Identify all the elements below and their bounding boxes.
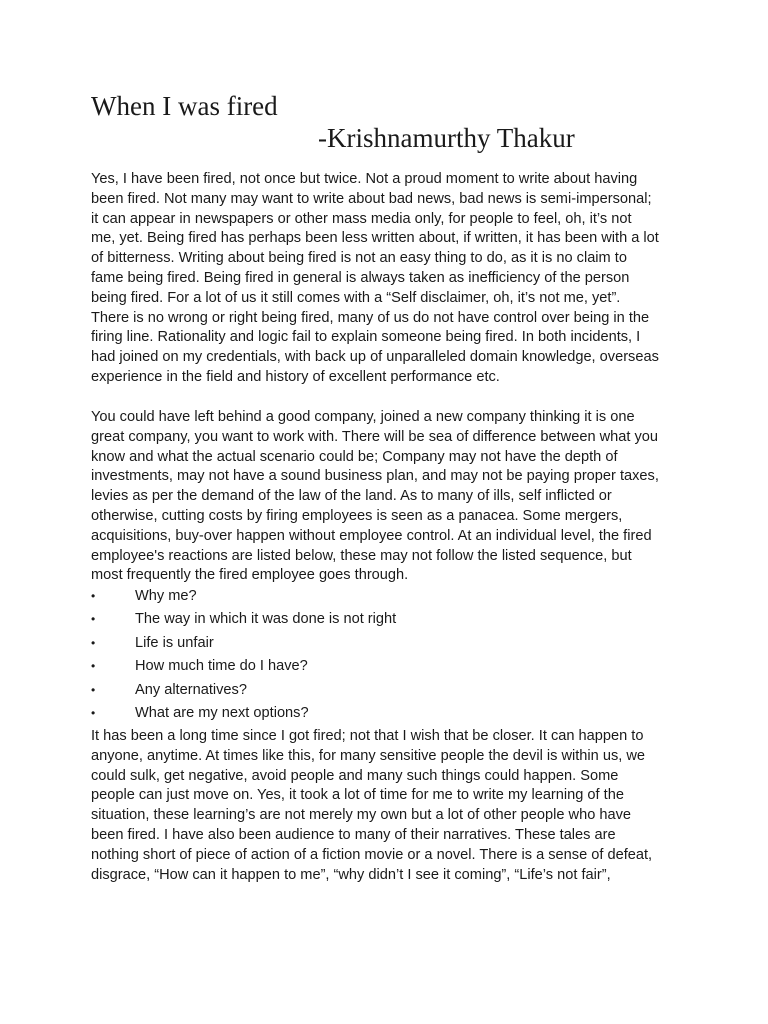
list-item-text: How much time do I have? xyxy=(135,658,308,675)
paragraph-line: Yes, I have been fired, not once but twice. Not a proud moment to write about having xyxy=(91,171,638,187)
paragraph-line: had joined on my credentials, with back up of unparalleled domain knowledge, overseas xyxy=(91,349,659,366)
paragraph-1 xyxy=(91,170,691,388)
paragraph-line: great company, you want to work with. There will be sea of difference between what you xyxy=(91,428,659,445)
list-item-text: Why me? xyxy=(135,588,197,604)
bullet-icon: • xyxy=(91,705,96,720)
paragraph-line: anyone, anytime. At times like this, for many sensitive people the devil is within us, we xyxy=(91,747,646,764)
paragraph-line: firing line. Rationality and logic fail to explain someone being fired. In both incidents, I xyxy=(91,329,641,346)
author-byline: -Krishnamurthy Thakur xyxy=(318,123,575,153)
paragraph-line: It has been a long time since I got fired; not that I wish that be closer. It can happen to xyxy=(91,728,644,744)
paragraph-line: employee's reactions are listed below, these may not follow the listed sequence, but xyxy=(91,547,632,564)
paragraph-line: You could have left behind a good company, joined a new company thinking it is one xyxy=(91,409,635,425)
paragraph-line: most frequently the fired employee goes through. xyxy=(91,567,409,584)
bullet-icon: • xyxy=(91,635,96,650)
paragraph-line: acquisitions, buy-over happen without employee control. At an individual level, the fired xyxy=(91,527,652,544)
bullet-icon: • xyxy=(91,682,96,697)
paragraph-line: otherwise, cutting costs by firing employees is seen as a panacea. Some mergers, xyxy=(91,507,623,524)
paragraph-line: levies as per the demand of the law of the land. As to many of ills, self inflicted or xyxy=(91,488,612,505)
paragraph-line: investments, may not have a sound business plan, and may not be paying proper taxes, xyxy=(91,468,659,485)
paragraph-2 xyxy=(91,408,691,586)
paragraph-line: disgrace, “How can it happen to me”, “why didn’t I see it coming”, “Life’s not fair”, xyxy=(91,866,611,883)
paragraph-line: been fired. Not many may want to write about bad news, bad news is semi-impersonal; xyxy=(91,190,652,207)
paragraph-line: being fired. For a lot of us it still comes with a “Self disclaimer, oh, it’s not me, yet”. xyxy=(91,289,621,306)
document-title: When I was fired xyxy=(91,91,278,121)
paragraph-line: been fired. I have also been audience to many of their narratives. These tales are xyxy=(91,826,616,843)
list-item-text: What are my next options? xyxy=(135,704,309,721)
paragraph-line: know and what the actual scenario could be; Company may not have the depth of xyxy=(91,448,618,465)
bullet-icon: • xyxy=(91,589,96,603)
list-item-text: Any alternatives? xyxy=(135,681,247,698)
paragraph-line: nothing short of piece of action of a fiction movie or a novel. There is a sense of defeat, xyxy=(91,846,653,863)
bullet-icon: • xyxy=(91,612,96,627)
list-item-text: The way in which it was done is not right xyxy=(135,611,397,628)
paragraph-3 xyxy=(91,727,691,885)
paragraph-line: it can appear in newspapers or other mass media only, for people to feel, oh, it’s not xyxy=(91,210,632,227)
paragraph-line: situation, these learning’s are not merely my own but a lot of other people who have xyxy=(91,807,632,824)
paragraph-line: people can just move on. Yes, it took a lot of time for me to write my learning of the xyxy=(91,787,624,804)
bullet-icon: • xyxy=(91,659,96,674)
paragraph-line: of bitterness. Writing about being fired is not an easy thing to do, as it is no claim to xyxy=(91,250,627,267)
list-item-text: Life is unfair xyxy=(135,634,214,651)
paragraph-line: me, yet. Being fired has perhaps been less written about, if written, it has been with a lot xyxy=(91,230,659,247)
paragraph-line: There is no wrong or right being fired, many of us do not have control over being in the xyxy=(91,309,650,326)
paragraph-line: fame being fired. Being fired in general is always taken as inefficiency of the person xyxy=(91,269,630,286)
paragraph-line: could sulk, get negative, avoid people and many such things could happen. Some xyxy=(91,767,619,784)
paragraph-line: experience in the field and history of excellent performance etc. xyxy=(91,368,500,385)
